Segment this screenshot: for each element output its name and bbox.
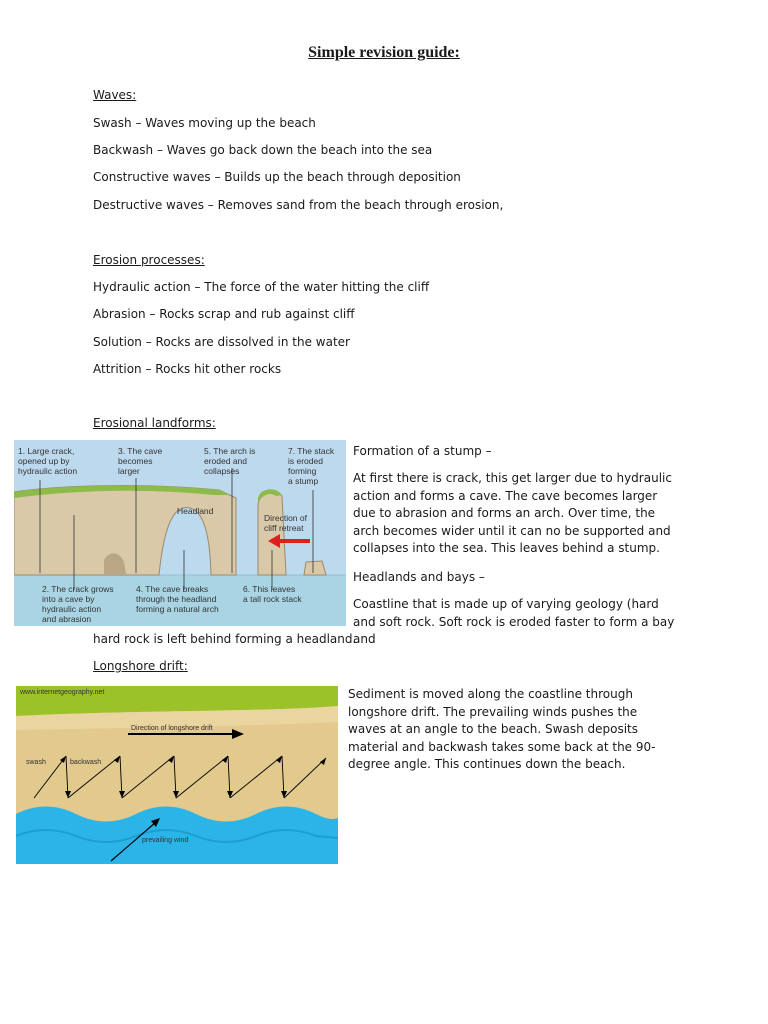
waves-line: Swash – Waves moving up the beach <box>93 116 316 130</box>
stump <box>304 561 326 575</box>
swash-label: swash <box>26 759 46 766</box>
top-label-1: 1. Large crack, opened up by hydraulic action <box>18 446 78 476</box>
backwash-label: backwash <box>70 759 102 766</box>
headlands-heading: Headlands and bays – <box>353 570 485 584</box>
stump-heading: Formation of a stump – <box>353 444 492 458</box>
longshore-heading: Longshore drift: <box>93 659 188 673</box>
bottom-label-4: 4. The cave breaks through the headland forming a natural arch <box>136 584 219 614</box>
waves-line: Constructive waves – Builds up the beach through deposition <box>93 170 461 184</box>
waves-heading: Waves: <box>93 88 137 102</box>
top-label-3: 3. The cave becomes larger <box>118 446 163 476</box>
erosion-line: Attrition – Rocks hit other rocks <box>93 362 282 376</box>
erosion-heading: Erosion processes: <box>93 253 205 267</box>
stump-text: At first there is crack, this get larger due to hydraulic action and forms a cave. The cave becomes larger due to abrasion and forms an arch. Over time, the arch becomes wider until it can no be supported and collapses into the sea. This leaves behind a stump. <box>353 471 672 555</box>
sea <box>16 807 338 865</box>
headlands-text-continued: hard rock is left behind forming a headland. <box>93 632 357 646</box>
landforms-heading: Erosional landforms: <box>93 416 216 430</box>
erosion-line: Abrasion – Rocks scrap and rub against cliff <box>93 307 355 321</box>
coastal-erosion-diagram <box>14 440 346 626</box>
longshore-drift-diagram <box>16 686 338 864</box>
bottom-label-6: 6. This leaves a tall rock stack <box>243 584 302 604</box>
site-credit: www.internetgeography.net <box>20 689 105 696</box>
wind-label: prevailing wind <box>142 837 189 844</box>
waves-line: Backwash – Waves go back down the beach into the sea <box>93 143 433 157</box>
page-title: Simple revision guide: <box>308 44 460 61</box>
headland-label: Headland <box>177 506 214 516</box>
bottom-label-2: 2. The crack grows into a cave by hydraulic action and abrasion <box>42 584 114 624</box>
erosion-line: Solution – Rocks are dissolved in the water <box>93 335 350 349</box>
longshore-text: Sediment is moved along the coastline through longshore drift. The prevailing winds pushes the waves at an angle to the beach. Swash deposits material and backwash takes some back at the 90-degree angle. This continues down the beach. <box>348 687 656 771</box>
direction-label: Direction of longshore drift <box>131 725 213 732</box>
top-label-7: 7. The stack is eroded forming a stump <box>288 446 335 486</box>
erosion-line: Hydraulic action – The force of the water hitting the cliff <box>93 280 430 294</box>
top-label-5: 5. The arch is eroded and collapses <box>204 446 256 476</box>
headlands-text: Coastline that is made up of varying geology (hard and soft rock. Soft rock is eroded faster to form a bay and <box>353 597 675 646</box>
retreat-label: Direction of cliff retreat <box>264 513 307 533</box>
waves-line: Destructive waves – Removes sand from the beach through erosion, <box>93 198 504 212</box>
